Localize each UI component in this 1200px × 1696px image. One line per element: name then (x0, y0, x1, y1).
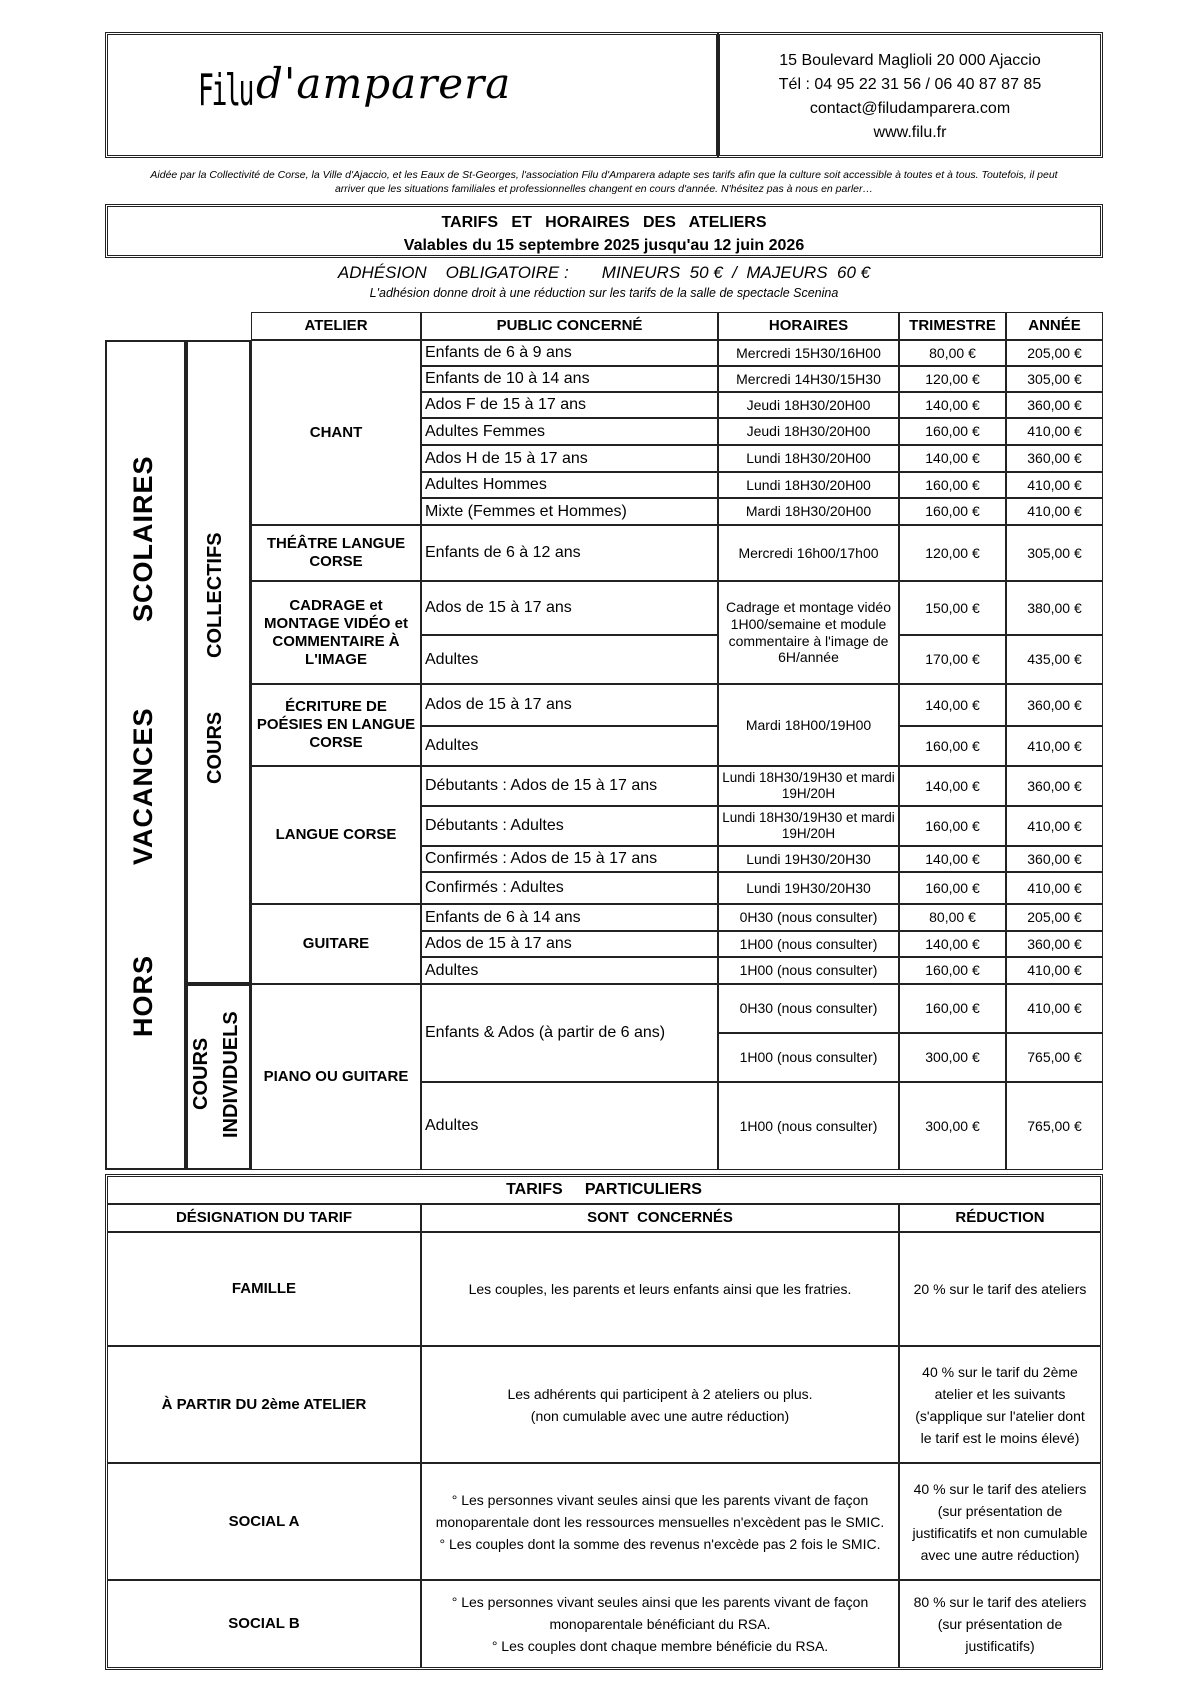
tarifs-header-reduction: RÉDUCTION (899, 1204, 1101, 1232)
row-15-horaires: Lundi 19H30/20H30 (718, 872, 899, 904)
row-10-annee: 360,00 € (1006, 684, 1103, 726)
row-14-horaires: Lundi 19H30/20H30 (718, 846, 899, 872)
row-4-annee: 360,00 € (1006, 445, 1103, 472)
membership-note: L'adhésion donne droit à une réduction sur les tarifs de la salle de spectacle Scenina (369, 286, 839, 300)
side-hors-vacances-scolaires (105, 340, 186, 1170)
atelier-guitare: GUITARE (251, 904, 421, 984)
side-cours-collectifs (186, 340, 251, 984)
row-11-trimestre: 160,00 € (899, 726, 1006, 766)
atelier-chant: CHANT (251, 340, 421, 525)
row-3-trimestre: 160,00 € (899, 418, 1006, 445)
tarif-row-1-designation: À PARTIR DU 2ème ATELIER (107, 1346, 421, 1463)
row-11-annee: 410,00 € (1006, 726, 1103, 766)
side-label-collectifs: COLLECTIFS (204, 532, 226, 658)
horaires-cadrage: Cadrage et montage vidéo 1H00/semaine et module commentaire à l'image de 6H/année (718, 581, 899, 684)
header-trimestre: TRIMESTRE (899, 312, 1006, 340)
row-11-public: Adultes (421, 726, 718, 766)
row-14-public: Confirmés : Ados de 15 à 17 ans (421, 846, 718, 872)
tarif-row-2-reduction: 40 % sur le tarif des ateliers (sur présentation de justificatifs et non cumulable avec une autre réduction) (899, 1463, 1101, 1580)
row-6-horaires: Mardi 18H30/20H00 (718, 498, 899, 525)
row-5-trimestre: 160,00 € (899, 472, 1006, 498)
row-16-public: Enfants de 6 à 14 ans (421, 904, 718, 931)
row-15-public: Confirmés : Adultes (421, 872, 718, 904)
row-15-annee: 410,00 € (1006, 872, 1103, 904)
tarif-row-0-reduction: 20 % sur le tarif des ateliers (899, 1232, 1101, 1346)
atelier-piano: PIANO OU GUITARE (251, 984, 421, 1170)
row-21-horaires: 1H00 (nous consulter) (718, 1082, 899, 1170)
row-7-horaires: Mercredi 16h00/17h00 (718, 525, 899, 581)
header-public: PUBLIC CONCERNÉ (421, 312, 718, 340)
tarif-row-3-designation: SOCIAL B (107, 1580, 421, 1668)
tarif-row-1-reduction: 40 % sur le tarif du 2ème atelier et les suivants (s'applique sur l'atelier dont le tarif est le moins élevé) (899, 1346, 1101, 1463)
side-label-cours-individuels-2: INDIVIDUELS (220, 1011, 242, 1139)
row-4-trimestre: 140,00 € (899, 445, 1006, 472)
row-1-annee: 305,00 € (1006, 366, 1103, 392)
row-9-trimestre: 170,00 € (899, 635, 1006, 684)
row-8-trimestre: 150,00 € (899, 581, 1006, 635)
row-10-public: Ados de 15 à 17 ans (421, 684, 718, 726)
row-1-horaires: Mercredi 14H30/15H30 (718, 366, 899, 392)
title-line-2: Valables du 15 septembre 2025 jusqu'au 12 juin 2026 (403, 237, 805, 254)
intro-line-1: Aidée par la Collectivité de Corse, la Ville d'Ajaccio, et les Eaux de St-Georges, l'association Filu d'Amparera adapte ses tarifs afin que la culture soit accessible à toutes et à tous. Toutefois, il peut (150, 169, 1058, 181)
atelier-cadrage: CADRAGE et MONTAGE VIDÉO et COMMENTAIRE À L'IMAGE (251, 581, 421, 684)
side-label-cours: COURS (204, 711, 226, 785)
row-2-public: Ados F de 15 à 17 ans (421, 392, 718, 418)
logo (198, 57, 618, 147)
intro-text (110, 168, 1098, 196)
header-logo-box (105, 32, 719, 158)
row-7-annee: 305,00 € (1006, 525, 1103, 581)
row-7-trimestre: 120,00 € (899, 525, 1006, 581)
tarifs-header-concernes: SONT CONCERNÉS (421, 1204, 899, 1232)
row-1-trimestre: 120,00 € (899, 366, 1006, 392)
atelier-ecriture: ÉCRITURE DE POÉSIES EN LANGUE CORSE (251, 684, 421, 766)
row-12-public: Débutants : Ados de 15 à 17 ans (421, 766, 718, 806)
row-17-horaires: 1H00 (nous consulter) (718, 931, 899, 957)
intro-line-2: arriver que les situations familiales et professionnelles changent en cours d'année. N'hésitez pas à nous en parler… (334, 183, 874, 195)
tarifs-title: TARIFS PARTICULIERS (107, 1176, 1101, 1204)
side-label-scolaires: SCOLAIRES (128, 455, 158, 622)
row-18-horaires: 1H00 (nous consulter) (718, 957, 899, 984)
header-horaires: HORAIRES (718, 312, 899, 340)
row-13-annee: 410,00 € (1006, 806, 1103, 846)
side-label-cours-individuels-1: COURS (190, 1037, 212, 1111)
row-15-trimestre: 160,00 € (899, 872, 1006, 904)
row-6-public: Mixte (Femmes et Hommes) (421, 498, 718, 525)
row-20-horaires: 1H00 (nous consulter) (718, 1033, 899, 1082)
horaires-ecriture: Mardi 18H00/19H00 (718, 684, 899, 766)
row-17-trimestre: 140,00 € (899, 931, 1006, 957)
tarif-row-3-concernes: ° Les personnes vivant seules ainsi que les parents vivant de façon monoparentale bénéficiant du RSA. ° Les couples dont chaque membre bénéficie du RSA. (421, 1580, 899, 1668)
tarifs-header-designation: DÉSIGNATION DU TARIF (107, 1204, 421, 1232)
tarif-row-1-concernes: Les adhérents qui participent à 2 ateliers ou plus. (non cumulable avec une autre réduction) (421, 1346, 899, 1463)
side-cours-individuels (186, 984, 251, 1170)
row-6-trimestre: 160,00 € (899, 498, 1006, 525)
row-12-trimestre: 140,00 € (899, 766, 1006, 806)
row-17-public: Ados de 15 à 17 ans (421, 931, 718, 957)
row-4-horaires: Lundi 18H30/20H00 (718, 445, 899, 472)
row-14-trimestre: 140,00 € (899, 846, 1006, 872)
row-20-annee: 765,00 € (1006, 1033, 1103, 1082)
row-2-annee: 360,00 € (1006, 392, 1103, 418)
row-12-annee: 360,00 € (1006, 766, 1103, 806)
title-box (105, 204, 1103, 258)
row-8-annee: 380,00 € (1006, 581, 1103, 635)
row-16-annee: 205,00 € (1006, 904, 1103, 931)
row-0-trimestre: 80,00 € (899, 340, 1006, 366)
row-9-public: Adultes (421, 635, 718, 684)
row-21-annee: 765,00 € (1006, 1082, 1103, 1170)
header-contact-box (717, 32, 1103, 158)
membership-line: ADHÉSION OBLIGATOIRE : MINEURS 50 € / MAJEURS 60 € (337, 263, 871, 282)
row-13-public: Débutants : Adultes (421, 806, 718, 846)
row-19-annee: 410,00 € (1006, 984, 1103, 1033)
row-2-trimestre: 140,00 € (899, 392, 1006, 418)
row-21-public: Adultes (421, 1082, 718, 1170)
logo-part2: d'amparera (256, 59, 512, 108)
logo-part1: Filu (198, 65, 252, 116)
tarif-row-0-designation: FAMILLE (107, 1232, 421, 1346)
row-12-horaires: Lundi 18H30/19H30 et mardi 19H/20H (718, 766, 899, 806)
header-annee: ANNÉE (1006, 312, 1103, 340)
row-3-public: Adultes Femmes (421, 418, 718, 445)
row-19-trimestre: 160,00 € (899, 984, 1006, 1033)
tarif-row-2-designation: SOCIAL A (107, 1463, 421, 1580)
row-0-public: Enfants de 6 à 9 ans (421, 340, 718, 366)
row-21-trimestre: 300,00 € (899, 1082, 1006, 1170)
email[interactable]: contact@filudamparera.com (809, 100, 1011, 117)
side-label-hors-v: HORS (128, 955, 158, 1038)
tarif-row-2-concernes: ° Les personnes vivant seules ainsi que les parents vivant de façon monoparentale dont les ressources mensuelles n'excèdent pas le SMIC. ° Les couples dont la somme des revenus n'excède pas 2 fois le SMIC. (421, 1463, 899, 1580)
row-5-annee: 410,00 € (1006, 472, 1103, 498)
row-18-trimestre: 160,00 € (899, 957, 1006, 984)
row-16-trimestre: 80,00 € (899, 904, 1006, 931)
row-1-public: Enfants de 10 à 14 ans (421, 366, 718, 392)
row-3-annee: 410,00 € (1006, 418, 1103, 445)
row-13-horaires: Lundi 18H30/19H30 et mardi 19H/20H (718, 806, 899, 846)
row-3-horaires: Jeudi 18H30/20H00 (718, 418, 899, 445)
row-5-horaires: Lundi 18H30/20H00 (718, 472, 899, 498)
address: 15 Boulevard Maglioli 20 000 Ajaccio (779, 52, 1041, 69)
side-label-vacances: VACANCES (128, 707, 158, 865)
row-8-public: Ados de 15 à 17 ans (421, 581, 718, 635)
header-atelier: ATELIER (251, 312, 421, 340)
row-13-trimestre: 160,00 € (899, 806, 1006, 846)
public-piano-enfants: Enfants & Ados (à partir de 6 ans) (421, 984, 718, 1082)
row-19-horaires: 0H30 (nous consulter) (718, 984, 899, 1033)
membership (105, 262, 1103, 302)
row-4-public: Ados H de 15 à 17 ans (421, 445, 718, 472)
row-2-horaires: Jeudi 18H30/20H00 (718, 392, 899, 418)
tarif-row-3-reduction: 80 % sur le tarif des ateliers (sur présentation de justificatifs) (899, 1580, 1101, 1668)
phone: Tél : 04 95 22 31 56 / 06 40 87 87 85 (778, 76, 1042, 93)
row-6-annee: 410,00 € (1006, 498, 1103, 525)
row-18-public: Adultes (421, 957, 718, 984)
row-17-annee: 360,00 € (1006, 931, 1103, 957)
row-20-trimestre: 300,00 € (899, 1033, 1006, 1082)
title-line-1: TARIFS ET HORAIRES DES ATELIERS (441, 214, 767, 231)
row-5-public: Adultes Hommes (421, 472, 718, 498)
atelier-theatre: THÉÂTRE LANGUE CORSE (251, 525, 421, 581)
row-18-annee: 410,00 € (1006, 957, 1103, 984)
row-0-horaires: Mercredi 15H30/16H00 (718, 340, 899, 366)
row-7-public: Enfants de 6 à 12 ans (421, 525, 718, 581)
atelier-langue: LANGUE CORSE (251, 766, 421, 904)
row-10-trimestre: 140,00 € (899, 684, 1006, 726)
row-0-annee: 205,00 € (1006, 340, 1103, 366)
tarif-row-0-concernes: Les couples, les parents et leurs enfants ainsi que les fratries. (421, 1232, 899, 1346)
row-14-annee: 360,00 € (1006, 846, 1103, 872)
row-16-horaires: 0H30 (nous consulter) (718, 904, 899, 931)
website[interactable]: www.filu.fr (873, 124, 947, 141)
row-9-annee: 435,00 € (1006, 635, 1103, 684)
